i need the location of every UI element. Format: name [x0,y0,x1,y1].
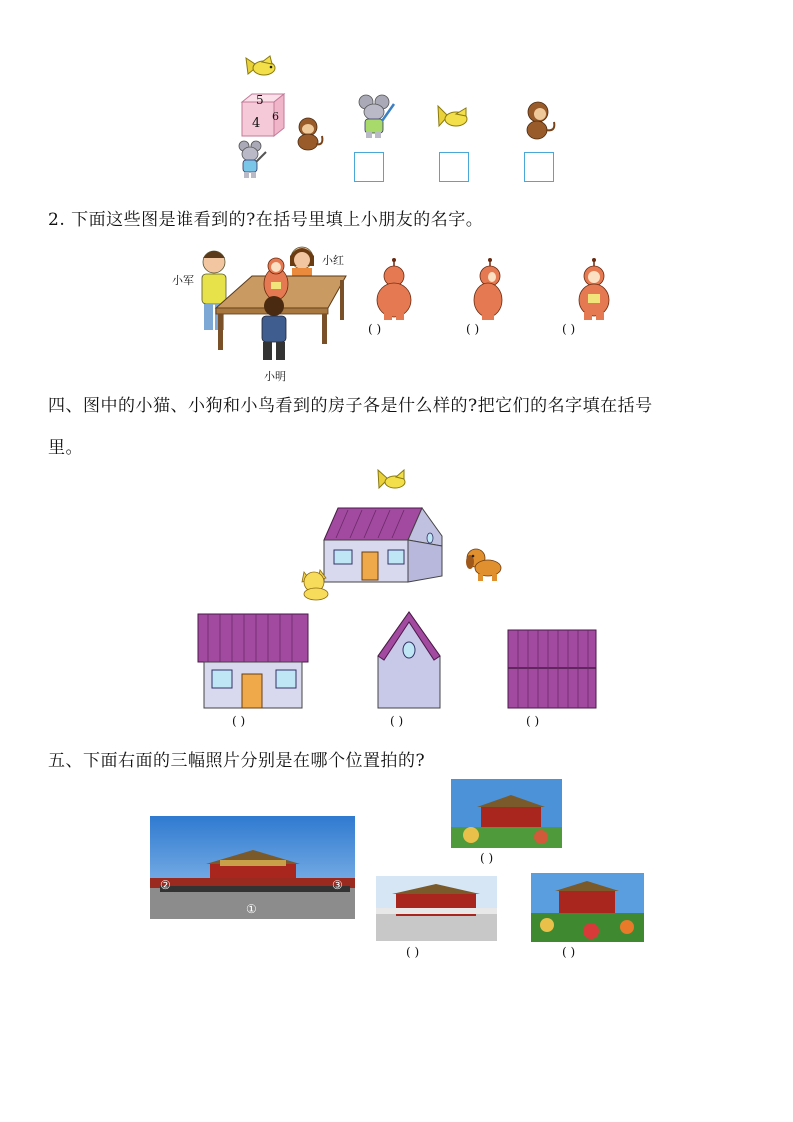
house-3d [318,506,446,584]
toy-front-view [574,258,614,320]
mouse-view-icon [356,94,398,140]
answer-paren-2-3[interactable]: ( ) [562,322,576,336]
position-marker-2: ② [160,878,171,892]
cube-face-front: 4 [252,116,261,131]
photo-view-b [376,876,497,941]
answer-paren-5-3[interactable]: ( ) [562,945,576,959]
monkey-icon [290,116,326,152]
toy-side-view [470,258,510,320]
answer-box-1[interactable] [354,152,384,182]
answer-box-2[interactable] [439,152,469,182]
bird-view-icon [436,104,470,130]
cube-face-side: 6 [272,110,279,123]
dog-icon [464,546,504,582]
answer-paren-5-1[interactable]: ( ) [480,851,494,865]
bird-icon [376,468,408,492]
section4-question-line1: 四、图中的小猫、小狗和小鸟看到的房子各是什么样的?把它们的名字填在括号 [48,396,653,416]
section4-question-line2: 里。 [48,438,83,458]
section2-question: 2. 下面这些图是谁看到的?在括号里填上小朋友的名字。 [48,210,484,230]
toy-back-view [374,258,414,320]
answer-paren-2-1[interactable]: ( ) [368,322,382,336]
monkey-view-icon [520,100,558,142]
answer-paren-5-2[interactable]: ( ) [406,945,420,959]
cube-face-top: 5 [256,93,264,107]
photo-view-a [451,779,562,848]
section5-question: 五、下面右面的三幅照片分别是在哪个位置拍的? [48,751,426,771]
mouse-icon [234,140,268,180]
photo-view-c [531,873,644,942]
house-side-view [376,610,442,710]
name-label-right: 小红 [322,254,344,267]
house-front-view [196,612,310,710]
house-top-view [506,628,598,710]
answer-paren-4-1[interactable]: ( ) [232,714,246,728]
answer-box-3[interactable] [524,152,554,182]
bird-icon [244,54,278,80]
name-label-bottom: 小明 [264,370,286,383]
answer-paren-2-2[interactable]: ( ) [466,322,480,336]
answer-paren-4-3[interactable]: ( ) [526,714,540,728]
name-label-left: 小军 [172,274,194,287]
position-marker-1: ① [246,902,257,916]
cat-icon [298,566,334,602]
answer-paren-4-2[interactable]: ( ) [390,714,404,728]
position-marker-3: ③ [332,878,343,892]
